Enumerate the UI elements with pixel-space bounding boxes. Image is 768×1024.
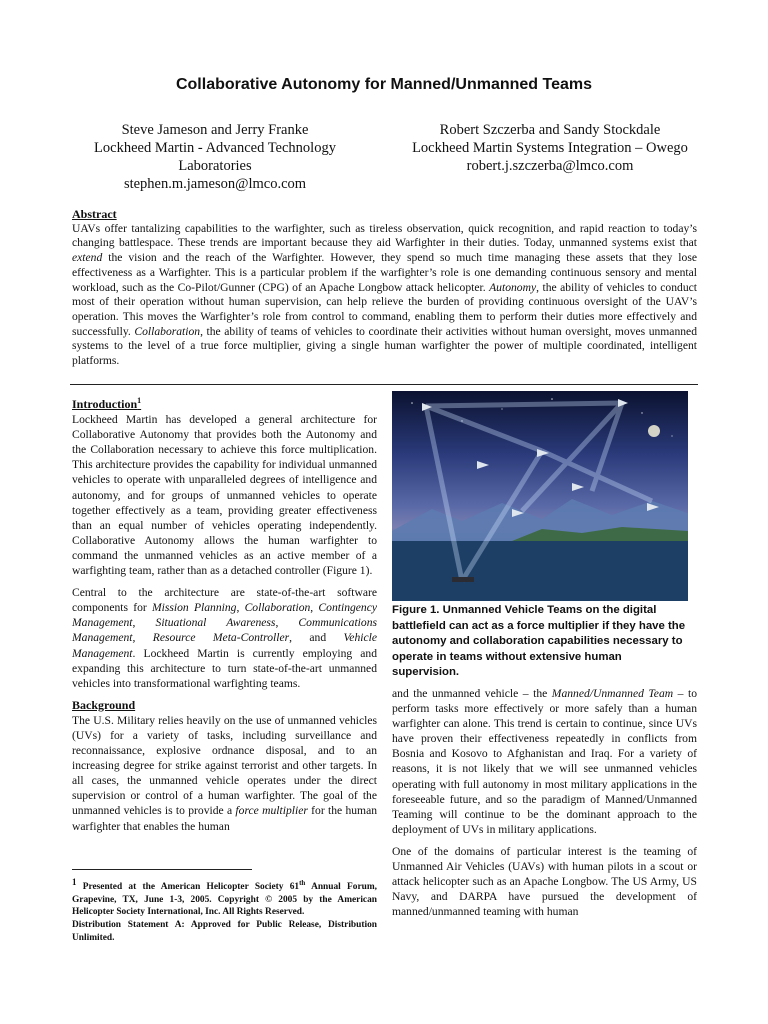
footnote-text: $^1$ Presented at the American Helicopter Society 61th Annual Forum, Grapevine, TX, June 1-3, 2005. Copyright © 2005 by the American Helicopter Society International, Inc. All Rights Reserved. (72, 877, 377, 918)
right-paragraph-1: and the unmanned vehicle – the Manned/Unmanned Team – to perform tasks more effectively or more safely than a human warfighter can alone. This trend is certain to continue, since UVs have proven their effectiveness repeatedly in conflicts from Bosnia and Kosovo to Afghanistan and Iraq. For a variety of reasons, it is not likely that we will see unmanned vehicles operating with full autonomy in most military applications in the foreseeable future, and so the paradigm of Manned/Unmanned Teaming will continue to be the dominant approach to the deployment of UVs in military applications. (392, 687, 697, 836)
paper-title: Collaborative Autonomy for Manned/Unmanned Teams (175, 76, 593, 93)
author-email-right: robert.j.szczerba@lmco.com (466, 158, 634, 174)
introduction-paragraph-2: Central to the architecture are state-of-the-art software components for Mission Planning, Collaboration, Contingency Management, Situational Awareness, Communications Management, Resource Meta-Controller, and Vehicle Management. Lockheed Martin is currently employing and expanding this architecture to turn state-of-the-art unmanned vehicles into transformational warfighting teams. (72, 586, 378, 690)
footnote-distribution: Distribution Statement A: Approved for Public Release, Distribution Unlimited. (72, 919, 377, 943)
ship-icon (452, 577, 474, 582)
introduction-heading: Introduction$^1$ (72, 396, 142, 411)
introduction-paragraph-1: Lockheed Martin has developed a general architecture for Collaborative Autonomy that provides both the Autonomy and the Collaboration necessary to achieve this force multiplication. This architecture provides the capability for individual unmanned vehicles to operate with unparalleled degrees of intelligence and autonomy, and for groups of unmanned vehicles to operate together effectively as a team, providing greater effectiveness than an equal number of vehicles operating independently. Collaborative Autonomy allows the human warfighter to command the unmanned vehicles as an active member of a warfighting team, rather than as a detached controller (Figure 1). (72, 413, 377, 578)
author-block-right (400, 121, 700, 175)
battlefield-illustration (392, 391, 688, 601)
author-affiliation-left-cont: Laboratories (178, 158, 252, 174)
author-names-right: Robert Szczerba and Sandy Stockdale (439, 122, 661, 138)
left-column (72, 393, 377, 841)
moon-icon (648, 425, 660, 437)
figure-1-caption: Figure 1. Unmanned Vehicle Teams on the digital battlefield can act as a force multiplier if they have the autonomy and collaboration capabilities necessary to operate in teams without extensive human supervision. (392, 604, 686, 678)
author-names-left: Steve Jameson and Jerry Franke (121, 122, 309, 138)
author-email-left: stephen.m.jameson@lmco.com (123, 176, 307, 192)
abstract (72, 207, 697, 369)
footnote (72, 876, 377, 944)
right-column (392, 686, 697, 926)
background-paragraph: The U.S. Military relies heavily on the use of unmanned vehicles (UVs) for a variety of tasks, including surveillance and reconnaissance, explosive ordnance disposal, and to an increasing degree for strike against terrorist and other targets. In all cases, the unmanned vehicle operates under the direct supervision or control of a human warfighter. The goal of the unmanned vehicles is to provide a force multiplier for the human warfighter that enables the human (72, 713, 378, 833)
author-block-left (65, 121, 365, 193)
section-divider (70, 384, 698, 385)
author-affiliation-right: Lockheed Martin Systems Integration – Owego (412, 140, 688, 156)
ocean (392, 541, 688, 601)
footnote-divider (72, 869, 252, 870)
abstract-text: UAVs offer tantalizing capabilities to the warfighter, such as tireless observation, quick recognition, and rapid reaction to today’s changing battlespace. These trends are important because they aid Warfighter in their duties. Today, unmanned systems exist that extend the vision and the reach of the Warfighter. However, they spend so much time managing these assets that they lose effectiveness as a Warfighter. This is a particular problem if the warfighter’s role is one demanding continuous sensory and mental workload, such as the Co-Pilot/Gunner (CPG) of an Apache Longbow attack helicopter. Autonomy, the ability of vehicles to conduct most of their operation without human supervision, can help relieve the burden of providing continuous oversight of the UAV’s operation. This moves the Warfighter’s role from control to command, enabling them to perform their duties more effectively and successfully. Collaboration, the ability of teams of vehicles to coordinate their activities without human oversight, moves unmanned systems to the level of a true force multiplier, giving a single human warfighter the power of multiple coordinated, intelligent platforms. (72, 221, 697, 368)
figure-1-image (392, 391, 688, 601)
background-heading: Background (72, 697, 136, 712)
abstract-heading: Abstract (72, 207, 117, 221)
right-paragraph-2: One of the domains of particular interest is the teaming of Unmanned Air Vehicles (UAVs) with human pilots in a scout or attack helicopter such as an Apache Longbow. The US Army, US Navy, and DARPA have pursued the development of manned/unmanned teaming with human (392, 844, 697, 919)
author-affiliation-left: Lockheed Martin - Advanced Technology (94, 140, 336, 156)
